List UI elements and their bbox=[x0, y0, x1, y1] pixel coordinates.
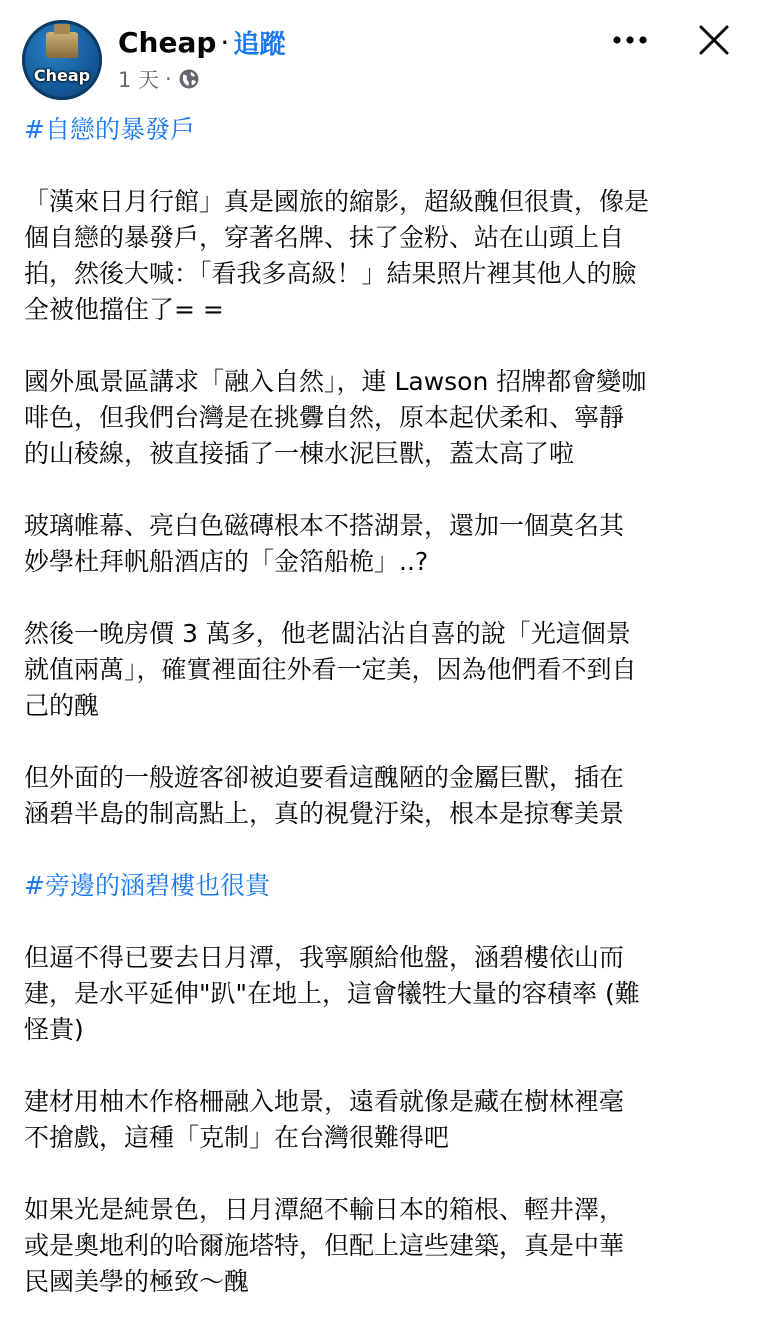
paragraph bbox=[24, 364, 736, 472]
post-text bbox=[24, 112, 736, 1336]
text-line: 「漢來日月行館」真是國旅的縮影，超級醜但很貴，像是 bbox=[24, 187, 650, 216]
post-header bbox=[0, 0, 758, 110]
text-line: 全被他擋住了= = bbox=[24, 295, 224, 324]
close-icon[interactable] bbox=[692, 18, 736, 62]
text-line: 或是奧地利的哈爾施塔特，但配上這些建築，真是中華 bbox=[24, 1231, 625, 1260]
more-horizontal-icon[interactable] bbox=[608, 24, 652, 56]
text-line: 玻璃帷幕、亮白色磁磚根本不搭湖景，還加一個莫名其 bbox=[24, 511, 625, 540]
hashtag-link[interactable]: #旁邊的涵碧樓也很貴 bbox=[24, 871, 270, 900]
meta-separator: · bbox=[165, 67, 172, 91]
text-line: 如果光是純景色，日月潭絕不輸日本的箱根、輕井澤， bbox=[24, 1195, 625, 1224]
post-meta bbox=[118, 64, 200, 94]
page-name-link[interactable]: Cheap bbox=[118, 25, 217, 59]
follow-button[interactable]: 追蹤 bbox=[233, 29, 286, 60]
text-line: 的山稜線，被直接插了一棟水泥巨獸，蓋太高了啦 bbox=[24, 439, 575, 468]
text-line: 個自戀的暴發戶，穿著名牌、抹了金粉、站在山頭上自 bbox=[24, 223, 625, 252]
avatar-building-image bbox=[46, 32, 78, 58]
paragraph bbox=[24, 184, 736, 328]
paragraph bbox=[24, 760, 736, 832]
paragraph bbox=[24, 940, 736, 1048]
text-line: 己的醜 bbox=[24, 691, 100, 720]
text-line: 就值兩萬」，確實裡面往外看一定美，因為他們看不到自 bbox=[24, 655, 637, 684]
globe-icon bbox=[178, 68, 200, 90]
text-line: 妙學杜拜帆船酒店的「金箔船桅」..? bbox=[24, 547, 429, 576]
text-line: 民國美學的極致～醜 bbox=[24, 1267, 250, 1296]
name-separator: · bbox=[220, 25, 230, 59]
hashtag-link[interactable]: #自戀的暴發戶 bbox=[24, 115, 195, 144]
post-timestamp[interactable]: 1 天 bbox=[118, 68, 160, 92]
page-avatar[interactable] bbox=[22, 20, 102, 100]
text-line: 但逼不得已要去日月潭，我寧願給他盤，涵碧樓依山而 bbox=[24, 943, 625, 972]
name-row bbox=[118, 22, 285, 62]
text-line: 建，是水平延伸"趴"在地上，這會犧牲大量的容積率 (難 bbox=[24, 979, 640, 1008]
text-line: 拍，然後大喊：「看我多高級！」結果照片裡其他人的臉 bbox=[24, 259, 637, 288]
text-line: 啡色，但我們台灣是在挑釁自然，原本起伏柔和、寧靜 bbox=[24, 403, 625, 432]
text-line: 涵碧半島的制高點上，真的視覺汙染，根本是掠奪美景 bbox=[24, 799, 625, 828]
paragraph bbox=[24, 616, 736, 724]
hashtag-paragraph bbox=[24, 112, 736, 148]
avatar-label: Cheap bbox=[33, 66, 91, 85]
paragraph bbox=[24, 1192, 736, 1300]
text-line: 國外風景區講求「融入自然」，連 Lawson 招牌都會變咖 bbox=[24, 367, 647, 396]
hashtag-paragraph bbox=[24, 868, 736, 904]
text-line: 然後一晚房價 3 萬多，他老闆沾沾自喜的說「光這個景 bbox=[24, 619, 631, 648]
paragraph bbox=[24, 1084, 736, 1156]
text-line: 不搶戲，這種「克制」在台灣很難得吧 bbox=[24, 1123, 450, 1152]
text-line: 但外面的一般遊客卻被迫要看這醜陋的金屬巨獸，插在 bbox=[24, 763, 625, 792]
text-line: 建材用柚木作格柵融入地景，遠看就像是藏在樹林裡毫 bbox=[24, 1087, 625, 1116]
paragraph bbox=[24, 508, 736, 580]
text-line: 怪貴) bbox=[24, 1015, 84, 1044]
